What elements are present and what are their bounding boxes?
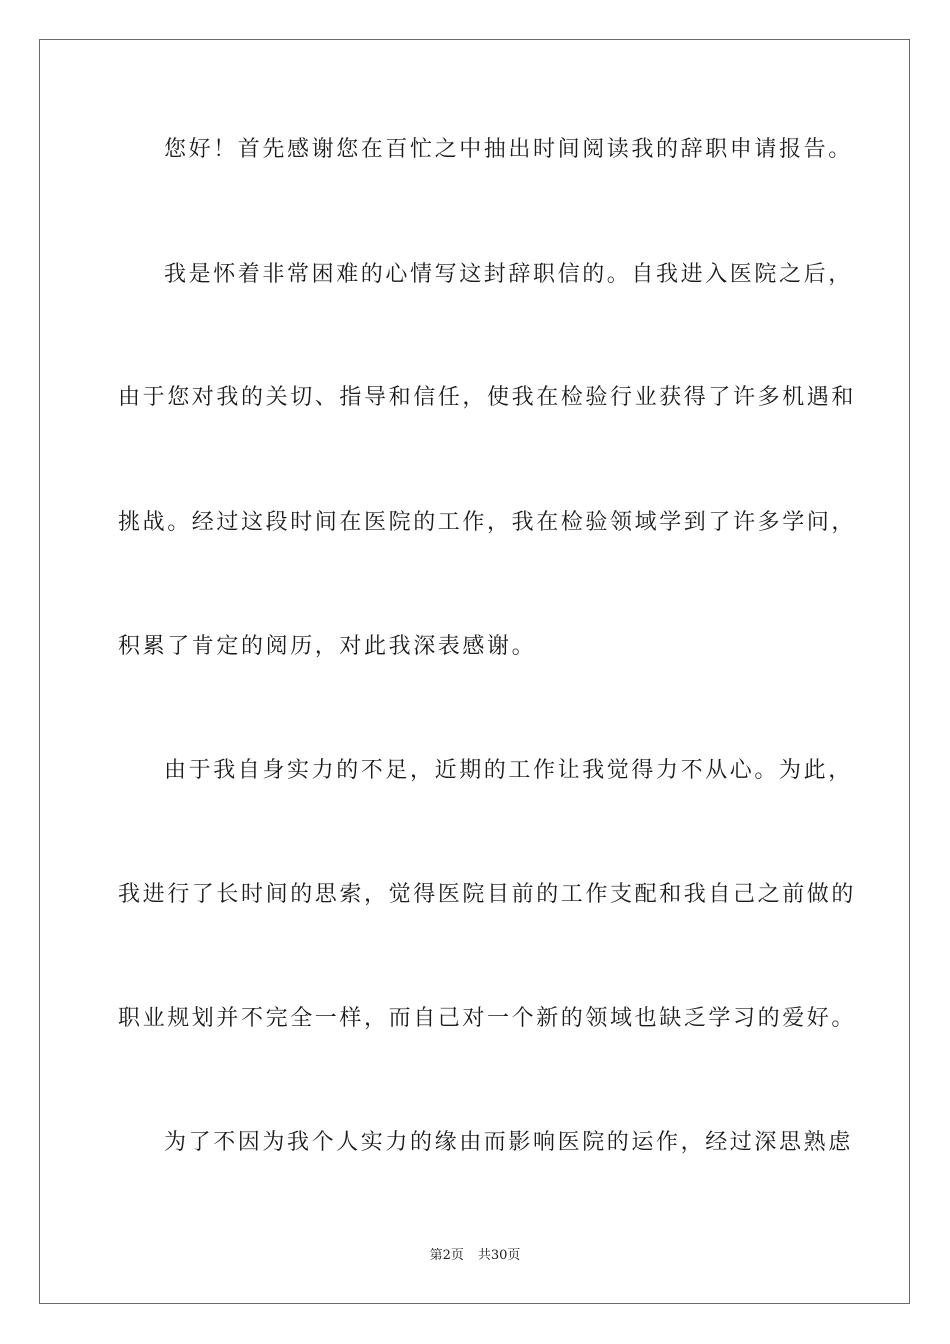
body-line-4: 挑战。经过这段时间在医院的工作，我在检验领域学到了许多学问，: [118, 510, 857, 535]
body-line-6: 由于我自身实力的不足，近期的工作让我觉得力不从心。为此，: [164, 758, 853, 783]
page-total: 共30页: [477, 1248, 521, 1263]
page-number: 第2页: [429, 1248, 464, 1263]
page-border: [39, 39, 910, 1304]
body-line-7: 我进行了长时间的思索，觉得医院目前的工作支配和我自己之前做的: [118, 882, 857, 907]
body-line-8: 职业规划并不完全一样，而自己对一个新的领域也缺乏学习的爱好。: [118, 1006, 857, 1031]
body-line-9: 为了不因为我个人实力的缘由而影响医院的运作，经过深思熟虑: [164, 1130, 853, 1155]
body-line-5: 积累了肯定的阅历，对此我深表感谢。: [118, 634, 537, 659]
page-footer: [0, 1247, 950, 1265]
body-line-1: 您好！首先感谢您在百忙之中抽出时间阅读我的辞职申请报告。: [164, 137, 853, 162]
body-line-3: 由于您对我的关切、指导和信任，使我在检验行业获得了许多机遇和: [118, 385, 857, 410]
body-line-2: 我是怀着非常困难的心情写这封辞职信的。自我进入医院之后，: [164, 262, 853, 287]
